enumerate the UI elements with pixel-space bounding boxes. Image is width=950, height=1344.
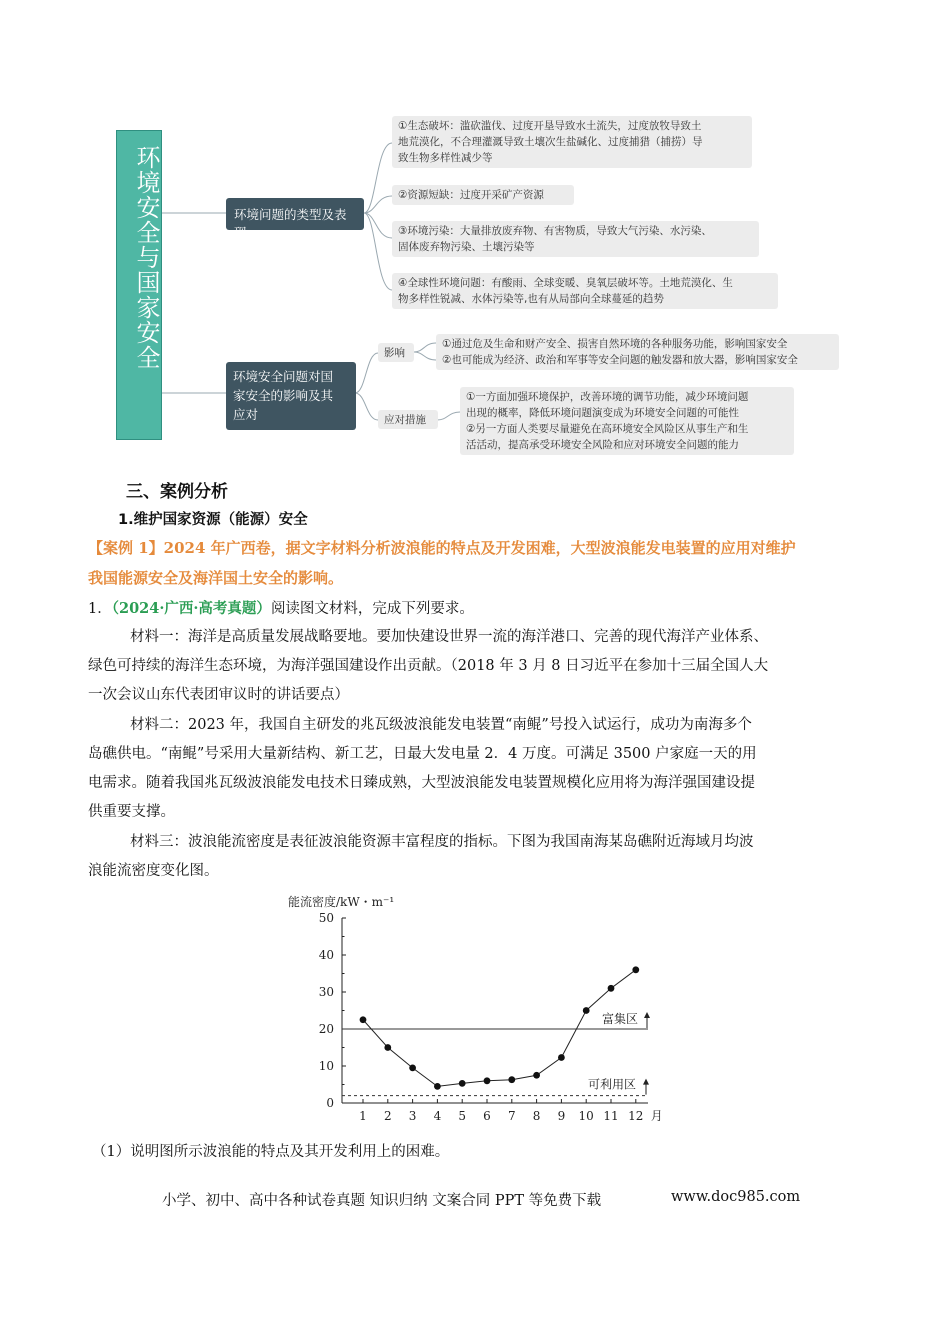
data-point	[533, 1072, 540, 1079]
y-tick-label: 30	[318, 985, 334, 999]
leaf-text: 活活动，提高承受环境安全风险和应对环境安全问题的能力	[466, 439, 739, 451]
usable-zone-arrowhead	[643, 1079, 649, 1085]
data-point	[608, 985, 615, 992]
x-unit-label: 月	[650, 1109, 663, 1123]
mindmap-impact-node	[378, 343, 414, 362]
material-line: 材料一：海洋是高质量发展战略要地。要加快建设世界一流的海洋港口、完善的现代海洋产业体系、	[130, 629, 768, 645]
question-number: 1．	[88, 601, 112, 617]
mindmap-branch-types	[226, 198, 364, 240]
usable-zone-label: 可利用区	[588, 1077, 637, 1092]
question-heading	[88, 594, 474, 624]
leaf-text: 物多样性锐减、水体污染等,也有从局部向全球蔓延的趋势	[398, 293, 664, 305]
y-tick-label: 50	[318, 911, 334, 925]
branch-types-label: 环境问题的类型及表现	[234, 207, 347, 240]
y-tick-label: 20	[318, 1022, 334, 1036]
subquestion: （1）说明图所示波浪能的特点及其开发利用上的困难。	[92, 1144, 450, 1160]
leaf-text: ②资源短缺：过度开采矿产资源	[398, 189, 544, 201]
x-tick-label: 5	[458, 1109, 467, 1123]
data-point	[558, 1054, 565, 1061]
branch-security-label: 应对	[233, 407, 259, 422]
leaf-text: ①一方面加强环境保护，改善环境的调节功能，减少环境问题	[466, 391, 749, 403]
series-line	[363, 970, 639, 1087]
leaf-text: ④全球性环境问题：有酸雨、全球变暖、臭氧层破坏等。土地荒漠化、生	[398, 277, 733, 289]
mindmap-root-label: 环境安全与国家安全	[132, 145, 160, 370]
x-tick-label: 6	[483, 1109, 491, 1123]
leaf-text: 固体废弃物污染、土壤污染等	[398, 241, 535, 253]
mindmap-leaf-resources	[392, 185, 574, 205]
response-label: 应对措施	[384, 414, 426, 426]
mindmap-branch-security	[226, 362, 356, 430]
material-line: 岛礁供电。“南鲲”号采用大量新结构、新工艺，日最大发电量 2．4 万度。可满足 3500 户家庭一天的用	[88, 746, 757, 762]
mindmap-root	[116, 130, 162, 440]
impact-label: 影响	[384, 347, 405, 359]
material-line: 供重要支撑。	[88, 804, 175, 820]
footer-right: www.doc985.com	[671, 1189, 801, 1205]
x-tick-label: 8	[532, 1109, 541, 1123]
leaf-text: ②另一方面人类要尽量避免在高环境安全风险区从事生产和生	[466, 423, 749, 435]
branch-security-label: 环境安全问题对国	[233, 369, 334, 384]
footer-left: 小学、初中、高中各种试卷真题 知识归纳 文案合同 PPT 等免费下载	[162, 1193, 602, 1209]
leaf-text: ②也可能成为经济、政治和军事等安全问题的触发器和放大器，影响国家安全	[442, 354, 798, 366]
y-axis-label: 能流密度/kW・m⁻¹	[288, 895, 395, 909]
mindmap-leaf-pollution	[392, 221, 759, 257]
question-prompt: 阅读图文材料，完成下列要求。	[270, 601, 474, 617]
material-line: 材料二：2023 年，我国自主研发的兆瓦级波浪能发电装置“南鲲”号投入试运行，成功为南海多个	[130, 717, 752, 733]
data-point	[508, 1076, 515, 1083]
x-tick-label: 12	[628, 1109, 644, 1123]
material-line: 电需求。随着我国兆瓦级波浪能发电技术日臻成熟，大型波浪能发电装置规模化应用将为海洋强国建设提	[88, 775, 755, 791]
material-line: 一次会议山东代表团审议时的讲话要点）	[88, 687, 349, 703]
leaf-text: ①通过危及生命和财产安全、损害自然环境的各种服务功能，影响国家安全	[442, 338, 788, 350]
y-tick-label: 40	[318, 948, 334, 962]
mindmap-leaf-impact	[436, 334, 839, 370]
x-tick-label: 11	[603, 1109, 619, 1123]
material-line: 绿色可持续的海洋生态环境，为海洋强国建设作出贡献。（2018 年 3 月 8 日习近平在参加十三届全国人大	[88, 658, 769, 674]
section-title: 三、案例分析	[126, 482, 228, 502]
mindmap-leaf-ecology	[392, 116, 752, 168]
x-tick-label: 1	[359, 1109, 367, 1123]
data-point	[583, 1007, 590, 1014]
x-tick-label: 7	[507, 1109, 516, 1123]
material-line: 材料三：波浪能流密度是表征波浪能资源丰富程度的指标。下图为我国南海某岛礁附近海域月均波	[130, 834, 754, 850]
leaf-text: 地荒漠化，不合理灌溉导致土壤次生盐碱化、过度捕猎（捕捞）导	[398, 136, 703, 148]
mindmap-leaf-global	[392, 273, 778, 309]
question-source: （2024·广西·高考真题）	[111, 600, 271, 617]
enriched-zone-arrowhead	[644, 1012, 650, 1018]
leaf-text: 致生物多样性减少等	[398, 152, 493, 164]
x-tick-label: 4	[433, 1109, 442, 1123]
x-tick-label: 3	[408, 1109, 417, 1123]
data-point	[484, 1077, 491, 1084]
enriched-zone-label: 富集区	[602, 1012, 639, 1026]
data-point	[632, 966, 639, 973]
material-line: 浪能流密度变化图。	[88, 863, 219, 879]
data-point	[434, 1083, 441, 1090]
data-point	[360, 1016, 367, 1023]
x-tick-label: 9	[557, 1109, 566, 1123]
x-tick-label: 2	[383, 1109, 392, 1123]
subsection-title: 1.维护国家资源（能源）安全	[118, 512, 308, 528]
branch-security-label: 家安全的影响及其	[233, 388, 334, 403]
mindmap-response-node	[378, 410, 438, 429]
mindmap-leaf-response	[460, 387, 794, 455]
y-tick-label: 10	[318, 1059, 334, 1073]
y-tick-label: 0	[326, 1096, 334, 1110]
wave-energy-chart	[270, 888, 670, 1133]
data-point	[384, 1044, 391, 1051]
leaf-text: ③环境污染：大量排放废弃物、有害物质，导致大气污染、水污染、	[398, 225, 712, 237]
x-tick-label: 10	[578, 1109, 594, 1123]
case-line-2: 我国能源安全及海洋国土安全的影响。	[88, 569, 344, 587]
leaf-text: ①生态破坏：滥砍滥伐、过度开垦导致水土流失，过度放牧导致土	[398, 120, 702, 132]
leaf-text: 出现的概率，降低环境问题演变成为环境安全问题的可能性	[466, 407, 739, 419]
case-line-1: 【案例 1】2024 年广西卷，据文字材料分析波浪能的特点及开发困难，大型波浪能发电装置的应用对维护	[88, 539, 796, 557]
data-point	[409, 1064, 416, 1071]
data-point	[459, 1080, 466, 1087]
